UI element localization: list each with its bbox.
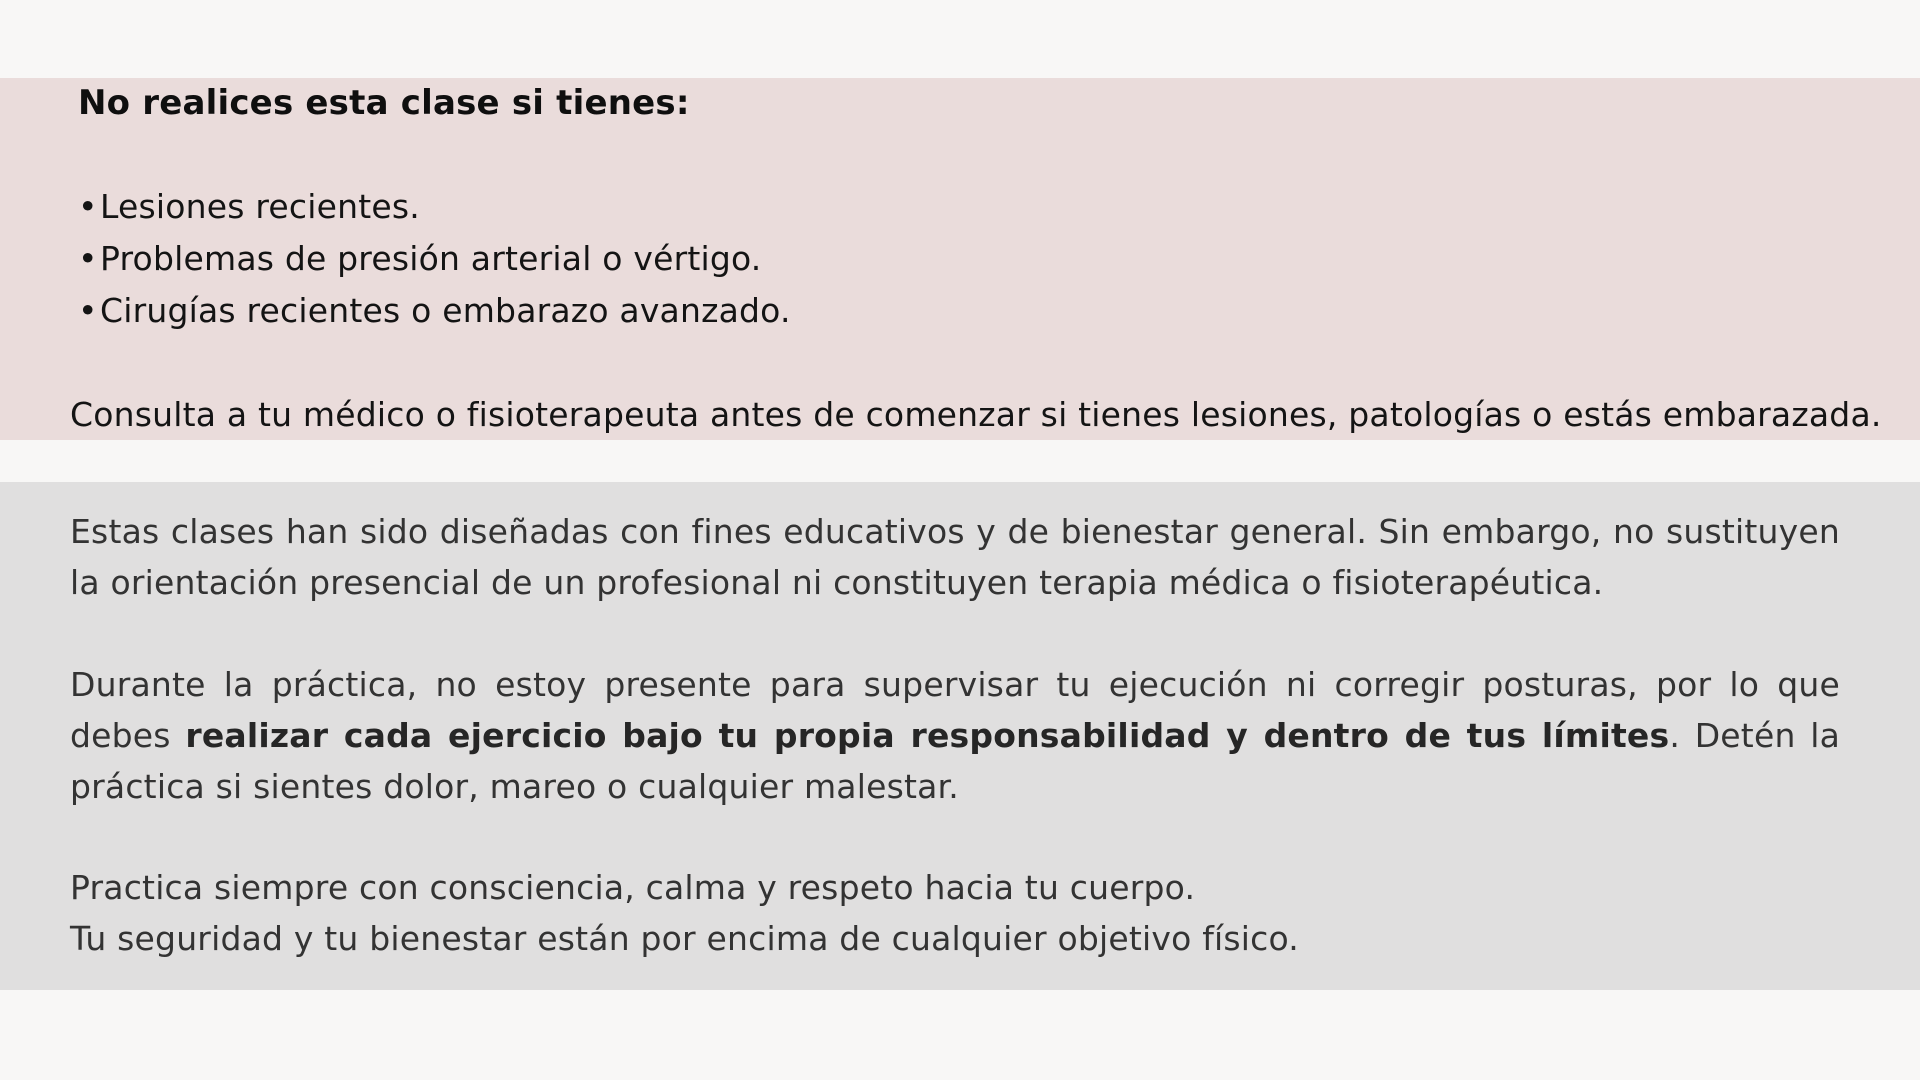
- educational-purpose-paragraph: Estas clases han sido diseñadas con fines educativos y de bienestar general. Sin embargo, no sustituyen la orientación presencial de un profesional ni constituyen terapia médica o fisioterapéutica.: [70, 512, 1840, 602]
- warning-title: No realices esta clase si tienes:: [78, 83, 690, 123]
- contraindication-item: [78, 233, 791, 285]
- closing-line-safety: Tu seguridad y tu bienestar están por encima de cualquier objetivo físico.: [70, 919, 1299, 958]
- contraindication-text: Cirugías recientes o embarazo avanzado.: [100, 291, 791, 330]
- responsibility-text-end: . Detén la práctica si sientes dolor, mareo o cualquier malestar.: [70, 716, 1841, 806]
- contraindication-text: Lesiones recientes.: [100, 187, 420, 226]
- responsibility-text-start: Durante la práctica, no estoy presente para supervisar tu ejecución ni corregir posturas, por lo que debes: [70, 665, 1840, 755]
- bullet-icon: •: [78, 187, 98, 226]
- bullet-icon: •: [78, 239, 98, 278]
- contraindication-item: [78, 181, 791, 233]
- contraindication-list: [78, 181, 791, 337]
- responsibility-paragraph: [70, 659, 1840, 812]
- closing-message: [70, 862, 1840, 964]
- contraindication-text: Problemas de presión arterial o vértigo.: [100, 239, 762, 278]
- responsibility-emphasis: realizar cada ejercicio bajo tu propia responsabilidad y dentro de tus límites: [185, 716, 1670, 755]
- medical-consultation-note: Consulta a tu médico o fisioterapeuta antes de comenzar si tienes lesiones, patologías o estás embarazada.: [70, 395, 1882, 434]
- bullet-icon: •: [78, 291, 98, 330]
- contraindication-item: [78, 285, 791, 337]
- closing-line-awareness: Practica siempre con consciencia, calma y respeto hacia tu cuerpo.: [70, 868, 1196, 907]
